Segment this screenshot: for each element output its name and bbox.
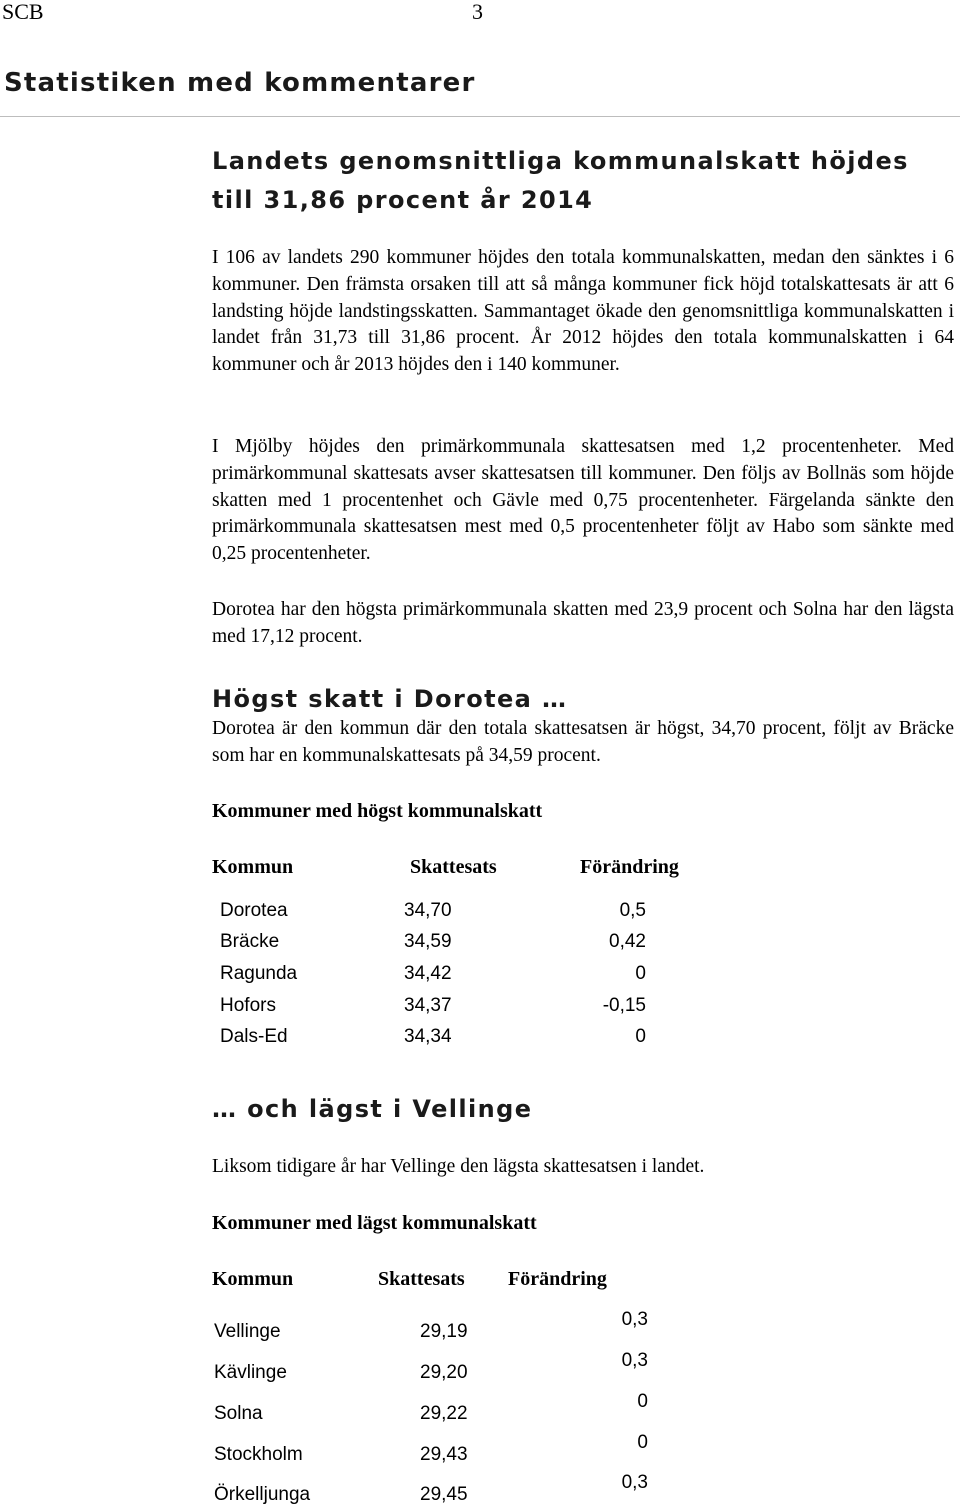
table-high-header-skattesats: Skattesats <box>410 856 497 878</box>
paragraph-hogst <box>212 716 954 770</box>
table-row-low-kommun: Örkelljunga <box>214 1484 311 1505</box>
table-row-low-skattesats: 29,20 <box>420 1362 468 1383</box>
table-row-high-skattesats: 34,42 <box>404 963 452 984</box>
table-high-title: Kommuner med högst kommunalskatt <box>212 800 543 822</box>
table-row-high-forandring: -0,15 <box>602 995 646 1016</box>
table-row-high-forandring: 0,5 <box>619 900 646 921</box>
table-row-low-kommun: Stockholm <box>214 1444 303 1465</box>
header-org: SCB <box>2 0 44 24</box>
title-divider <box>0 116 960 117</box>
table-row-low-kommun: Solna <box>214 1403 263 1424</box>
paragraph-3 <box>212 597 954 651</box>
page-number: 3 <box>472 0 483 24</box>
paragraph-lagst <box>212 1154 954 1181</box>
table-row-high-kommun: Dorotea <box>220 900 288 921</box>
table-row-high-skattesats: 34,70 <box>404 900 452 921</box>
table-low-title: Kommuner med lägst kommunalskatt <box>212 1212 537 1234</box>
paragraph-hogst-text: Dorotea är den kommun där den totala skattesatsen är högst, 34,70 procent, följt av Bräcke som har en kommunalskattesats på 34,59 procent. <box>212 718 954 766</box>
table-row-high-kommun: Ragunda <box>220 963 298 984</box>
paragraph-1 <box>212 245 954 379</box>
table-low-header-skattesats: Skattesats <box>378 1268 465 1290</box>
section-heading-line1: Landets genomsnittliga kommunalskatt höjdes <box>212 147 909 175</box>
table-row-low-skattesats: 29,22 <box>420 1403 468 1424</box>
paragraph-2-text: I Mjölby höjdes den primärkommunala skattesatsen med 1,2 procentenheter. Med primärkommunal skattesats avser skattesatsen till kommuner. Den följs av Bollnäs som höjde skatten med 1 procentenhet och Gävle med 0,75 procentenheter. Färgelanda sänkte den primärkommunala skattesatsen mest med 0,5 procentenheter följt av Habo som sänkte med 0,25 procentenheter. <box>212 436 954 565</box>
table-row-low-forandring: 0 <box>637 1432 648 1453</box>
table-row-low-skattesats: 29,19 <box>420 1321 468 1342</box>
table-row-low-skattesats: 29,43 <box>420 1444 468 1465</box>
table-row-low-forandring: 0 <box>637 1391 648 1412</box>
table-row-low-forandring: 0,3 <box>621 1472 648 1493</box>
paragraph-lagst-text: Liksom tidigare år har Vellinge den lägsta skattesatsen i landet. <box>212 1156 705 1177</box>
table-row-low-kommun: Vellinge <box>214 1321 281 1342</box>
table-high-header-kommun: Kommun <box>212 856 294 878</box>
table-row-high-forandring: 0 <box>635 963 646 984</box>
table-row-high-skattesats: 34,59 <box>404 931 452 952</box>
table-row-low-forandring: 0,3 <box>621 1350 648 1371</box>
paragraph-2 <box>212 434 954 568</box>
table-high-header-forandring: Förändring <box>580 856 679 878</box>
table-row-low-forandring: 0,3 <box>621 1309 648 1330</box>
page-title: Statistiken med kommentarer <box>4 68 476 98</box>
paragraph-1-text: I 106 av landets 290 kommuner höjdes den totala kommunalskatten, medan den sänktes i 6 kommuner. Den främsta orsaken till att så många kommuner fick höjd totalskattesats är att 6 landsting höjde landstingsskatten. Sammantaget ökade den genomsnittliga kommunalskatten i landet från 31,73 till 31,86 procent. År 2012 höjdes den totala kommunalskatten i 64 kommuner och år 2013 höjdes den i 140 kommuner. <box>212 247 954 376</box>
table-row-high-kommun: Bräcke <box>220 931 280 952</box>
table-row-high-forandring: 0,42 <box>609 931 646 952</box>
table-low-header-forandring: Förändring <box>508 1268 607 1290</box>
table-row-high-kommun: Hofors <box>220 995 276 1016</box>
paragraph-3-text: Dorotea har den högsta primärkommunala skatten med 23,9 procent och Solna har den lägsta med 17,12 procent. <box>212 599 954 647</box>
section-heading-line2: till 31,86 procent år 2014 <box>212 186 594 214</box>
table-row-high-skattesats: 34,37 <box>404 995 452 1016</box>
table-row-low-kommun: Kävlinge <box>214 1362 287 1383</box>
table-row-high-forandring: 0 <box>635 1026 646 1047</box>
table-row-high-skattesats: 34,34 <box>404 1026 452 1047</box>
table-row-high-kommun: Dals-Ed <box>220 1026 288 1047</box>
section-heading-hogst: Högst skatt i Dorotea … <box>212 685 568 713</box>
section-heading-lagst: … och lägst i Vellinge <box>212 1095 533 1123</box>
table-row-low-skattesats: 29,45 <box>420 1484 468 1505</box>
table-low-header-kommun: Kommun <box>212 1268 294 1290</box>
